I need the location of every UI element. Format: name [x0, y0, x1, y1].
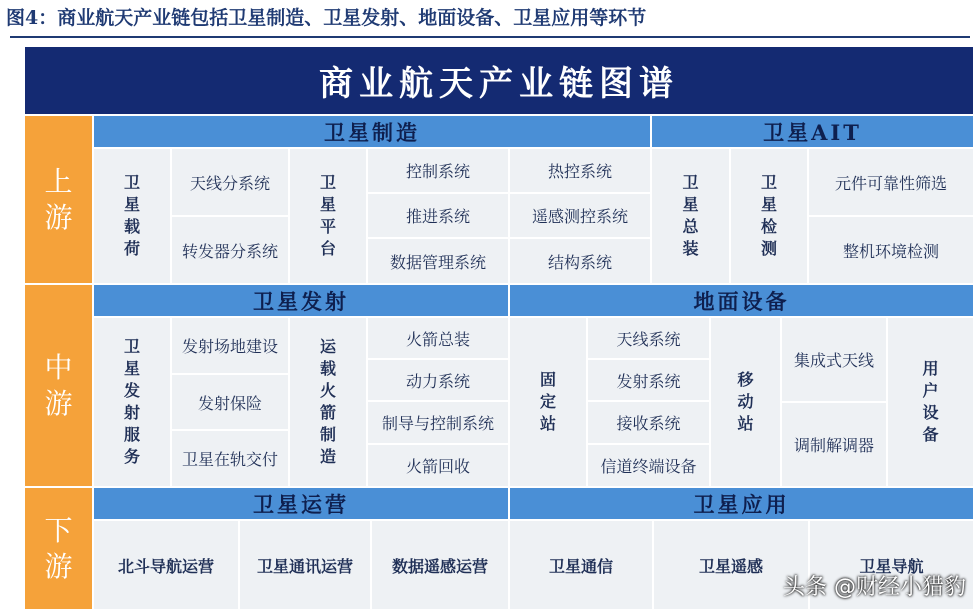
label-char: 卫 — [760, 173, 777, 192]
tier-downstream-char: 下 — [44, 513, 73, 547]
fixed-station-label — [510, 318, 586, 486]
satellite-remote-sensing-application: 卫星遥感 — [654, 521, 808, 609]
label-char: 测 — [760, 239, 777, 258]
label-char: 发 — [123, 381, 140, 400]
component-reliability-screening: 元件可靠性筛选 — [809, 149, 973, 215]
label-char: 运 — [319, 337, 336, 356]
label-char: 射 — [123, 403, 140, 422]
tier-upstream-char: 上 — [44, 164, 73, 198]
label-char: 载 — [123, 217, 140, 236]
satellite-assembly — [652, 149, 729, 283]
label-char: 总 — [682, 217, 699, 236]
launch-vehicle-label — [290, 318, 366, 486]
tier-midstream-char: 中 — [44, 350, 73, 384]
tier-downstream-char: 游 — [44, 549, 73, 583]
label-char: 动 — [737, 392, 754, 411]
label-char: 站 — [737, 414, 754, 433]
label-char: 卫 — [319, 173, 336, 192]
label-char: 星 — [123, 359, 140, 378]
user-equipment — [888, 318, 973, 486]
satellite-communication-application: 卫星通信 — [510, 521, 652, 609]
guidance-control-system: 制导与控制系统 — [368, 402, 508, 443]
tier-upstream — [25, 116, 92, 283]
label-char: 载 — [319, 359, 336, 378]
beidou-navigation-operation: 北斗导航运营 — [94, 521, 238, 609]
satellite-navigation-application: 卫星导航 — [810, 521, 973, 609]
label-char: 服 — [123, 425, 140, 444]
label-char: 移 — [737, 370, 754, 389]
label-char: 星 — [319, 195, 336, 214]
thermal-control-system: 热控系统 — [510, 149, 650, 192]
watermark: 头条 @财经小猎豹 — [783, 575, 966, 600]
label-char: 定 — [539, 392, 556, 411]
label-char: 星 — [682, 195, 699, 214]
label-char: 星 — [123, 195, 140, 214]
section-satellite-launch: 卫星发射 — [94, 285, 508, 316]
label-char: 备 — [922, 425, 939, 444]
antenna-subsystem: 天线分系统 — [172, 149, 288, 215]
modem: 调制解调器 — [782, 403, 886, 486]
label-char: 造 — [319, 447, 336, 466]
label-char: 固 — [539, 370, 556, 389]
control-system: 控制系统 — [368, 149, 508, 192]
label-char: 火 — [319, 381, 336, 400]
launch-service-label — [94, 318, 170, 486]
structure-system: 结构系统 — [510, 239, 650, 283]
label-char: 制 — [319, 425, 336, 444]
channel-terminal-equipment: 信道终端设备 — [588, 445, 709, 486]
section-ground-equipment: 地面设备 — [510, 285, 973, 316]
section-satellite-ait: 卫星AIT — [652, 116, 973, 147]
transmission-system: 发射系统 — [588, 360, 709, 400]
section-satellite-operation: 卫星运营 — [94, 488, 508, 519]
label-char: 卫 — [682, 173, 699, 192]
mobile-station-label — [711, 318, 780, 486]
label-char: 卫 — [123, 337, 140, 356]
in-orbit-delivery: 卫星在轨交付 — [172, 431, 288, 486]
label-char: 站 — [539, 414, 556, 433]
rocket-recovery: 火箭回收 — [368, 445, 508, 486]
integrated-antenna: 集成式天线 — [782, 318, 886, 401]
label-char: 箭 — [319, 403, 336, 422]
tier-midstream-char: 游 — [44, 386, 73, 420]
tier-midstream — [25, 285, 92, 486]
power-system: 动力系统 — [368, 360, 508, 400]
propulsion-system: 推进系统 — [368, 194, 508, 237]
receiving-system: 接收系统 — [588, 402, 709, 443]
diagram-title: 商业航天产业链图谱 — [25, 47, 973, 114]
label-char: 检 — [760, 217, 777, 236]
antenna-system: 天线系统 — [588, 318, 709, 358]
figure-caption: 图4：商业航天产业链包括卫星制造、卫星发射、地面设备、卫星应用等环节 — [6, 7, 647, 29]
launch-site-construction: 发射场地建设 — [172, 318, 288, 373]
label-char: 荷 — [123, 239, 140, 258]
label-char: 星 — [760, 195, 777, 214]
tier-upstream-char: 游 — [44, 200, 73, 234]
label-char: 用 — [922, 359, 939, 378]
caption-divider — [10, 36, 970, 38]
remote-sensing-ttc-system: 遥感测控系统 — [510, 194, 650, 237]
payload-label — [94, 149, 170, 283]
label-char: 务 — [123, 447, 140, 466]
label-char: 户 — [922, 381, 939, 400]
tier-downstream — [25, 488, 92, 609]
environment-testing: 整机环境检测 — [809, 217, 973, 283]
label-char: 平 — [319, 217, 336, 236]
testing-label — [731, 149, 807, 283]
label-char: 装 — [682, 239, 699, 258]
transponder-subsystem: 转发器分系统 — [172, 217, 288, 283]
label-char: 设 — [922, 403, 939, 422]
rocket-assembly: 火箭总装 — [368, 318, 508, 358]
label-char: 卫 — [123, 173, 140, 192]
launch-insurance: 发射保险 — [172, 375, 288, 429]
platform-label — [290, 149, 366, 283]
section-satellite-application: 卫星应用 — [510, 488, 973, 519]
satellite-communication-operation: 卫星通讯运营 — [240, 521, 370, 609]
industry-chain-diagram — [25, 47, 973, 609]
section-satellite-manufacturing: 卫星制造 — [94, 116, 650, 147]
label-char: 台 — [319, 239, 336, 258]
data-management-system: 数据管理系统 — [368, 239, 508, 283]
remote-sensing-data-operation: 数据遥感运营 — [372, 521, 508, 609]
